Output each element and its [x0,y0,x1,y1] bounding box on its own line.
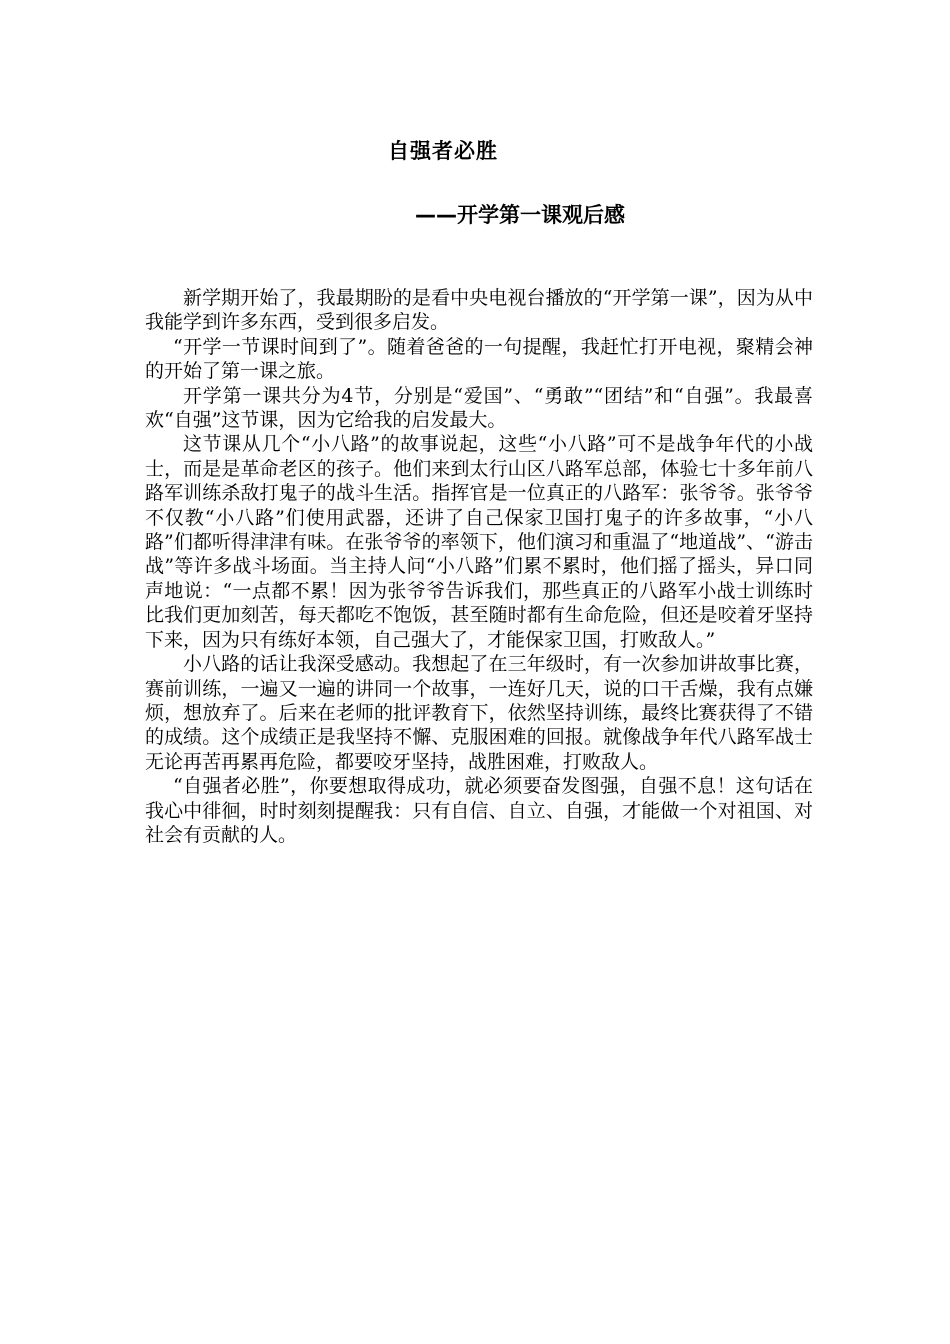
paragraph-4: 这节课从几个“小八路”的故事说起，这些“小八路”可不是战争年代的小战士，而是是革命老区的孩子。他们来到太行山区八路军总部，体验七十多年前八路军训练杀敌打鬼子的战斗生活。指挥官是一位真正的八路军：张爷爷。张爷爷不仅教“小八路”们使用武器，还讲了自己保家卫国打鬼子的许多故事，“小八路”们都听得津津有味。在张爷爷的率领下，他们演习和重温了“地道战”、“游击战”等许多战斗场面。当主持人问“小八路”们累不累时，他们摇了摇头，异口同声地说：“一点都不累！因为张爷爷告诉我们，那些真正的八路军小战士训练时比我们更加刻苦，每天都吃不饱饭，甚至随时都有生命危险，但还是咬着牙坚持下来，因为只有练好本领，自己强大了，才能保家卫国，打败敌人。” [145,433,813,651]
paragraph-1: 新学期开始了，我最期盼的是看中央电视台播放的“开学第一课”，因为从中我能学到许多东西，受到很多启发。 [145,287,813,334]
paragraph-2: “开学一节课时间到了”。随着爸爸的一句提醒，我赶忙打开电视，聚精会神的开始了第一课之旅。 [145,335,813,383]
document-body [145,286,813,847]
paragraph-3: 开学第一课共分为4节，分别是“爱国”、“勇敢”“团结”和“自强”。我最喜欢“自强”这节课，因为它给我的启发最大。 [145,384,813,432]
paragraph-6: “自强者必胜”，你要想取得成功，就必须要奋发图强，自强不息！这句话在我心中徘徊，时时刻刻提醒我：只有自信、自立、自强，才能做一个对祖国、对社会有贡献的人。 [145,775,813,846]
document-subtitle: ——开学第一课观后感 [415,203,625,227]
document-title: 自强者必胜 [388,139,498,163]
paragraph-5: 小八路的话让我深受感动。我想起了在三年级时，有一次参加讲故事比赛，赛前训练，一遍又一遍的讲同一个故事，一连好几天，说的口干舌燥，我有点嫌烦，想放弃了。后来在老师的批评教育下，依然坚持训练，最终比赛获得了不错的成绩。这个成绩正是我坚持不懈、克服困难的回报。就像战争年代八路军战士无论再苦再累再危险，都要咬牙坚持，战胜困难，打败敌人。 [145,653,813,773]
